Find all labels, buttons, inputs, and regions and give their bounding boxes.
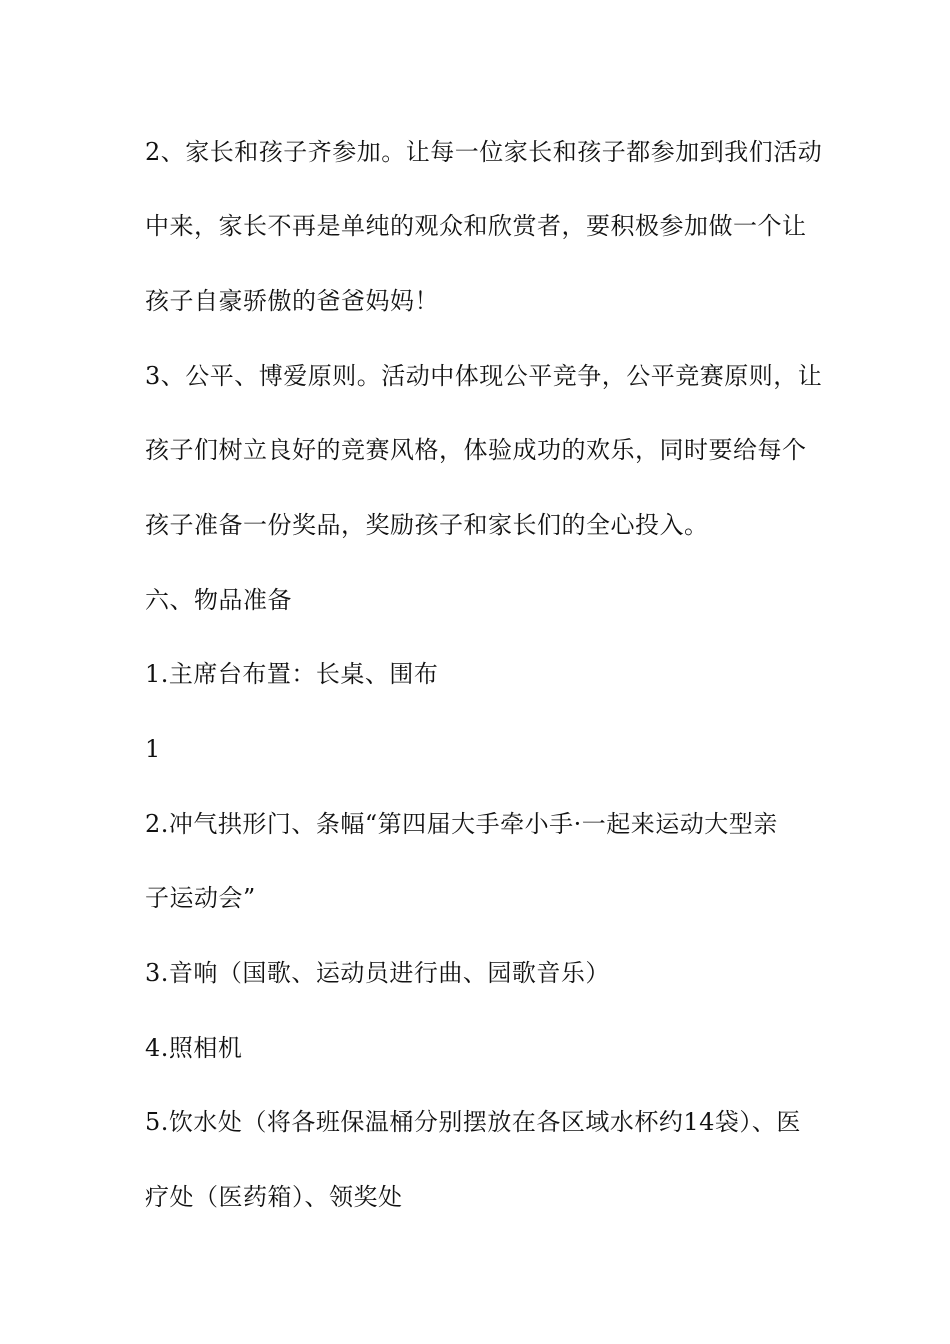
- text-line-11: 子运动会”: [145, 884, 256, 912]
- text-line-12: 3.音响（国歌、运动员进行曲、园歌音乐）: [145, 959, 610, 987]
- text-line-3: 孩子自豪骄傲的爸爸妈妈！: [145, 287, 439, 315]
- text-line-5: 孩子们树立良好的竞赛风格，体验成功的欢乐，同时要给每个: [145, 436, 807, 464]
- text-line-4: 3、公平、博爱原则。活动中体现公平竞争，公平竞赛原则，让: [145, 362, 823, 390]
- section-heading: 六、物品准备: [145, 586, 292, 614]
- text-line-8: 1.主席台布置：长桌、围布: [145, 660, 439, 688]
- text-line-13: 4.照相机: [145, 1034, 243, 1062]
- text-line-2: 中来，家长不再是单纯的观众和欣赏者，要积极参加做一个让: [145, 212, 807, 240]
- text-line-6: 孩子准备一份奖品，奖励孩子和家长们的全心投入。: [145, 511, 709, 539]
- text-line-15: 疗处（医药箱）、领奖处: [145, 1183, 403, 1211]
- text-line-9: 1: [145, 735, 161, 763]
- text-line-1: 2、家长和孩子齐参加。让每一位家长和孩子都参加到我们活动: [145, 138, 823, 166]
- text-line-14: 5.饮水处（将各班保温桶分别摆放在各区域水杯约14袋）、医: [145, 1108, 801, 1136]
- text-line-10: 2.冲气拱形门、条幅“第四届大手牵小手·一起来运动大型亲: [145, 810, 778, 838]
